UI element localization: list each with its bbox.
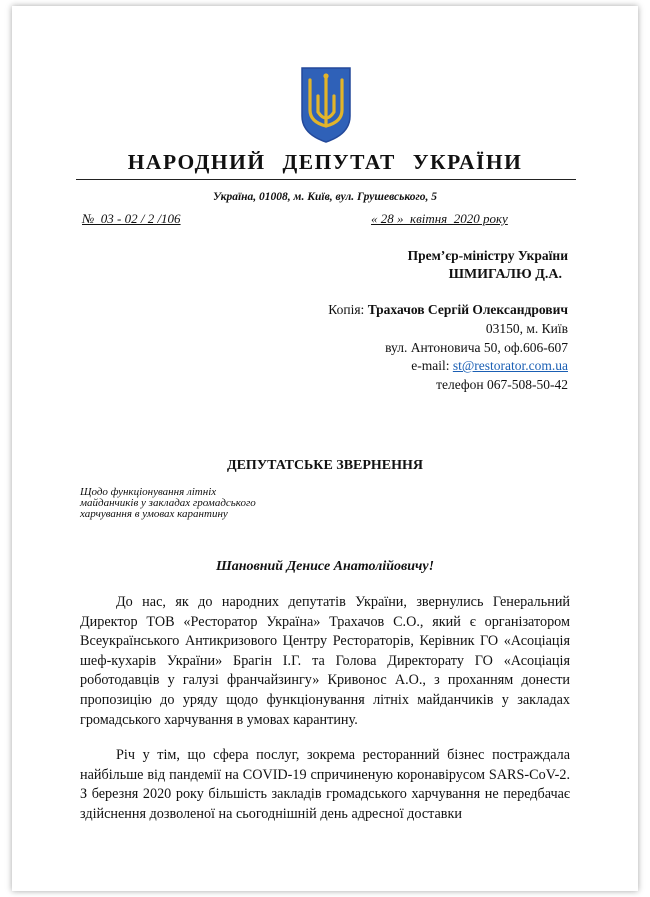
copy-street-address: вул. Антоновича 50, оф.606-607: [385, 340, 568, 355]
subject-line: майданчиків у закладах громадського: [80, 497, 256, 509]
subject-line: Щодо функціонування літніх: [80, 486, 217, 498]
letterhead-address: Україна, 01008, м. Київ, вул. Грушевського, 5: [212, 191, 438, 203]
copy-phone: телефон 067-508-50-42: [436, 377, 568, 392]
document-type-title: ДЕПУТАТСЬКЕ ЗВЕРНЕННЯ: [226, 458, 424, 473]
copy-email-label: e-mail:: [411, 358, 453, 373]
copy-email-link[interactable]: st@restorator.com.ua: [452, 358, 568, 373]
copy-label: Копія:: [328, 302, 368, 317]
registration-date: « 28 » квітня 2020 року: [371, 211, 508, 226]
subject-line: харчування в умовах карантину: [80, 508, 228, 520]
greeting: Шановний Денисе Анатолійовичу!: [215, 559, 435, 574]
addressee-name: ШМИГАЛЮ Д.А.: [448, 267, 562, 282]
addressee-position: Прем’єр-міністру України: [407, 248, 568, 263]
trident-emblem-icon: [298, 66, 354, 144]
copy-postal-address: 03150, м. Київ: [485, 321, 568, 336]
copy-email: [411, 358, 568, 374]
copy-recipient: [328, 302, 568, 318]
body-paragraph: До нас, як до народних депутатів України, звернулись Генеральний Директор ТОВ «Ресторатор Україна» Трахачов С.О., який є організатором Всеукраїнського Антикризового Центру Рестораторів, Керівник ГО «Асоціація шеф-кухарів України» Брагін І.Г. та Голова Директорату ГО «Асоціація роботодавців у галузі франчайзингу» Кривонос А.О., з проханням донести пропозицію до уряду щодо функціонування літніх майданчиків у закладах громадського харчування в умовах карантину.: [80, 594, 570, 728]
subject-block: [80, 487, 330, 520]
registration-number: № 03 - 02 / 2 /106: [82, 211, 181, 226]
copy-recipient-name: Трахачов Сергій Олександрович: [367, 302, 568, 317]
body-paragraph: Річ у тім, що сфера послуг, зокрема ресторанний бізнес постраждала найбільше від пандемії на COVID-19 спричиненую коронавірусом SARS-CoV-2. З березня 2020 року більшість закладів громадського харчування не передбачає здійснення дозволеної на сьогоднішній день адресної доставки: [80, 747, 570, 822]
letterhead-divider: [76, 179, 576, 180]
letterhead-title: НАРОДНИЙ ДЕПУТАТ УКРАЇНИ: [127, 150, 523, 174]
